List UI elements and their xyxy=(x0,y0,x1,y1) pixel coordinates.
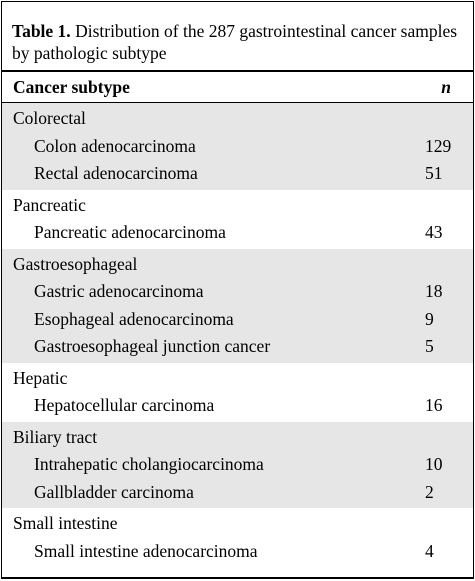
subtype-cell: Gastroesophageal junction cancer xyxy=(34,336,271,357)
table-row xyxy=(2,392,473,420)
count-cell: 18 xyxy=(425,281,443,302)
category-label: Small intestine xyxy=(13,513,118,534)
subtype-cell: Esophageal adenocarcinoma xyxy=(34,308,234,329)
table-row xyxy=(2,133,473,161)
row-group xyxy=(2,190,473,249)
table-caption-text: Distribution of the 287 gastrointestinal cancer samples by pathologic subtype xyxy=(12,21,458,63)
table-body xyxy=(2,103,473,567)
table-header-row xyxy=(2,72,473,102)
row-group xyxy=(2,508,473,567)
table-caption xyxy=(2,2,473,64)
subtype-cell: Pancreatic adenocarcinoma xyxy=(34,222,226,243)
category-label: Gastroesophageal xyxy=(13,253,138,274)
category-row xyxy=(2,365,473,393)
table-label: Table 1. xyxy=(12,21,71,41)
subtype-cell: Intrahepatic cholangiocarcinoma xyxy=(34,454,264,475)
count-cell: 2 xyxy=(425,481,434,502)
category-label: Biliary tract xyxy=(13,426,98,447)
table-row xyxy=(2,333,473,361)
category-label: Colorectal xyxy=(13,108,86,129)
table-row xyxy=(2,479,473,507)
subtype-cell: Gallbladder carcinoma xyxy=(34,481,194,502)
header-n: n xyxy=(441,76,451,97)
count-cell: 4 xyxy=(425,540,434,561)
subtype-cell: Gastric adenocarcinoma xyxy=(34,281,204,302)
category-label: Hepatic xyxy=(13,367,68,388)
category-label: Pancreatic xyxy=(13,194,86,215)
count-cell: 129 xyxy=(425,135,452,156)
row-group xyxy=(2,363,473,422)
bottom-rule xyxy=(2,577,473,578)
count-cell: 43 xyxy=(425,222,443,243)
row-group xyxy=(2,249,473,363)
subtype-cell: Rectal adenocarcinoma xyxy=(34,163,198,184)
table-frame xyxy=(1,1,474,579)
row-group xyxy=(2,103,473,190)
subtype-cell: Colon adenocarcinoma xyxy=(34,135,196,156)
category-row xyxy=(2,424,473,452)
table-row xyxy=(2,306,473,334)
subtype-cell: Hepatocellular carcinoma xyxy=(34,395,215,416)
category-row xyxy=(2,192,473,220)
category-row xyxy=(2,510,473,538)
table-row xyxy=(2,451,473,479)
table-row xyxy=(2,538,473,566)
count-cell: 51 xyxy=(425,163,443,184)
count-cell: 9 xyxy=(425,308,434,329)
count-cell: 16 xyxy=(425,395,443,416)
subtype-cell: Small intestine adenocarcinoma xyxy=(34,540,258,561)
table-row xyxy=(2,278,473,306)
table-row xyxy=(2,219,473,247)
category-row xyxy=(2,105,473,133)
table-row xyxy=(2,160,473,188)
category-row xyxy=(2,251,473,279)
row-group xyxy=(2,422,473,509)
count-cell: 10 xyxy=(425,454,443,475)
header-subtype: Cancer subtype xyxy=(13,76,130,97)
count-cell: 5 xyxy=(425,336,434,357)
